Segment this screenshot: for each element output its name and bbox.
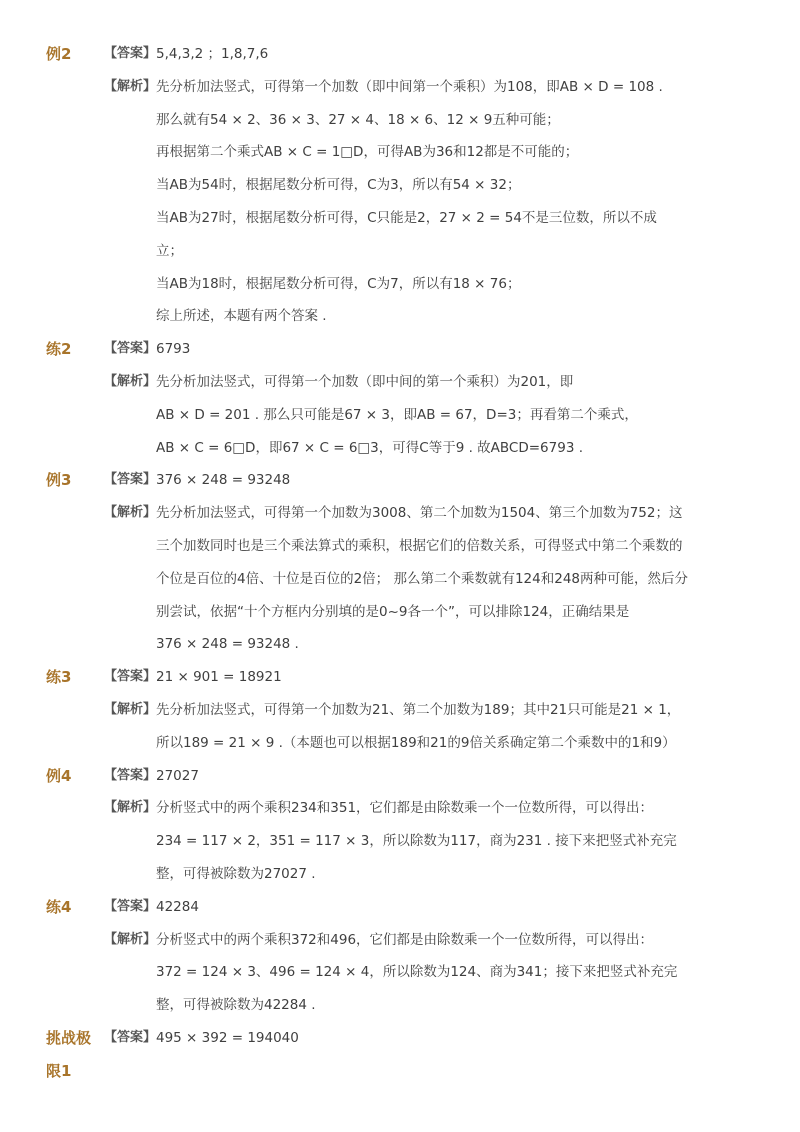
analysis-line: AB × D = 201 . 那么只可能是67 × 3，即AB = 67，D=3；再看第二个乘式， [156,406,638,423]
analysis-line: 先分析加法竖式，可得第一个加数（即中间第一个乘积）为108，即AB × D = 108 . [156,78,663,95]
example-label: 练2 [46,340,72,359]
analysis-line: 当AB为18时，根据尾数分析可得，C为7，所以有18 × 76； [156,275,521,292]
analysis-line: 234 = 117 × 2，351 = 117 × 3，所以除数为117，商为231 . 接下来把竖式补充完 [156,833,677,850]
analysis-tag: 【解析】 [104,505,157,521]
example-label: 练3 [46,668,72,687]
analysis-line: 372 = 124 × 3、496 = 124 × 4，所以除数为124、商为341；接下来把竖式补充完 [156,964,678,981]
example-label: 例2 [46,45,72,63]
answer-text: 5,4,3,2 ；1,8,7,6 [156,46,269,62]
example-label: 挑战极 [46,1029,92,1047]
analysis-line: 分析竖式中的两个乘积372和496，它们都是由除数乘一个一位数所得，可以得出： [156,931,654,948]
answer-text: 21 × 901 = 18921 [156,669,282,686]
answer-tag: 【答案】 [104,669,157,685]
example-label: 例4 [46,766,72,785]
analysis-line: 个位是百位的4倍、十位是百位的2倍； 那么第二个乘数就有124和248两种可能，然后分 [156,570,689,587]
answer-tag: 【答案】 [104,46,157,61]
analysis-tag: 【解析】 [104,78,157,94]
analysis-line: AB × C = 6□D，即67 × C = 6□3，可得C等于9 . 故ABCD=6793 . [156,439,583,456]
analysis-line: 立； [156,242,183,259]
analysis-line: 376 × 248 = 93248 . [156,636,299,653]
answer-tag: 【答案】 [104,472,157,488]
analysis-line: 当AB为27时，根据尾数分析可得，C只能是2，27 × 2 = 54不是三位数，所以不成 [156,210,657,226]
answer-tag: 【答案】 [104,341,157,357]
analysis-line: 所以189 = 21 × 9 .（本题也可以根据189和21的9倍关系确定第二个乘数中的1和9） [156,734,676,751]
answer-text: 376 × 248 = 93248 [156,472,291,489]
analysis-tag: 【解析】 [104,374,157,389]
analysis-line: 当AB为54时，根据尾数分析可得，C为3，所以有54 × 32； [156,177,521,194]
analysis-line: 先分析加法竖式，可得第一个加数（即中间的第一个乘积）为201，即 [156,374,574,390]
analysis-tag: 【解析】 [104,800,157,816]
analysis-line: 那么就有54 × 2、36 × 3、27 × 4、18 × 6、12 × 9五种可能； [156,111,560,128]
answer-text: 27027 [156,767,199,784]
example-label-cont: 限1 [46,1061,72,1080]
answer-text: 495 × 392 = 194040 [156,1030,299,1046]
analysis-line: 综上所述，本题有两个答案 . [156,308,327,325]
answer-tag: 【答案】 [104,898,157,914]
analysis-tag: 【解析】 [104,931,157,947]
analysis-line: 再根据第二个乘式AB × C = 1□D，可得AB为36和12都是不可能的； [156,144,579,161]
analysis-line: 分析竖式中的两个乘积234和351，它们都是由除数乘一个一位数所得，可以得出： [156,800,654,817]
analysis-line: 先分析加法竖式，可得第一个加数为21、第二个加数为189；其中21只可能是21 × 1， [156,702,681,718]
analysis-tag: 【解析】 [104,702,157,717]
analysis-line: 整，可得被除数为27027 . [156,866,316,882]
example-label: 例3 [46,471,72,490]
answer-text: 6793 [156,341,191,358]
analysis-line: 别尝试，依据“十个方框内分别填的是0~9各一个”，可以排除124，正确结果是 [156,603,630,620]
example-label: 练4 [46,897,72,916]
analysis-line: 整，可得被除数为42284 . [156,997,316,1014]
answer-tag: 【答案】 [104,1030,157,1045]
answer-text: 42284 [156,898,199,915]
answer-tag: 【答案】 [104,767,157,783]
analysis-line: 先分析加法竖式，可得第一个加数为3008、第二个加数为1504、第三个加数为752；这 [156,505,683,522]
analysis-line: 三个加数同时也是三个乘法算式的乘积，根据它们的倍数关系，可得竖式中第二个乘数的 [156,538,683,554]
